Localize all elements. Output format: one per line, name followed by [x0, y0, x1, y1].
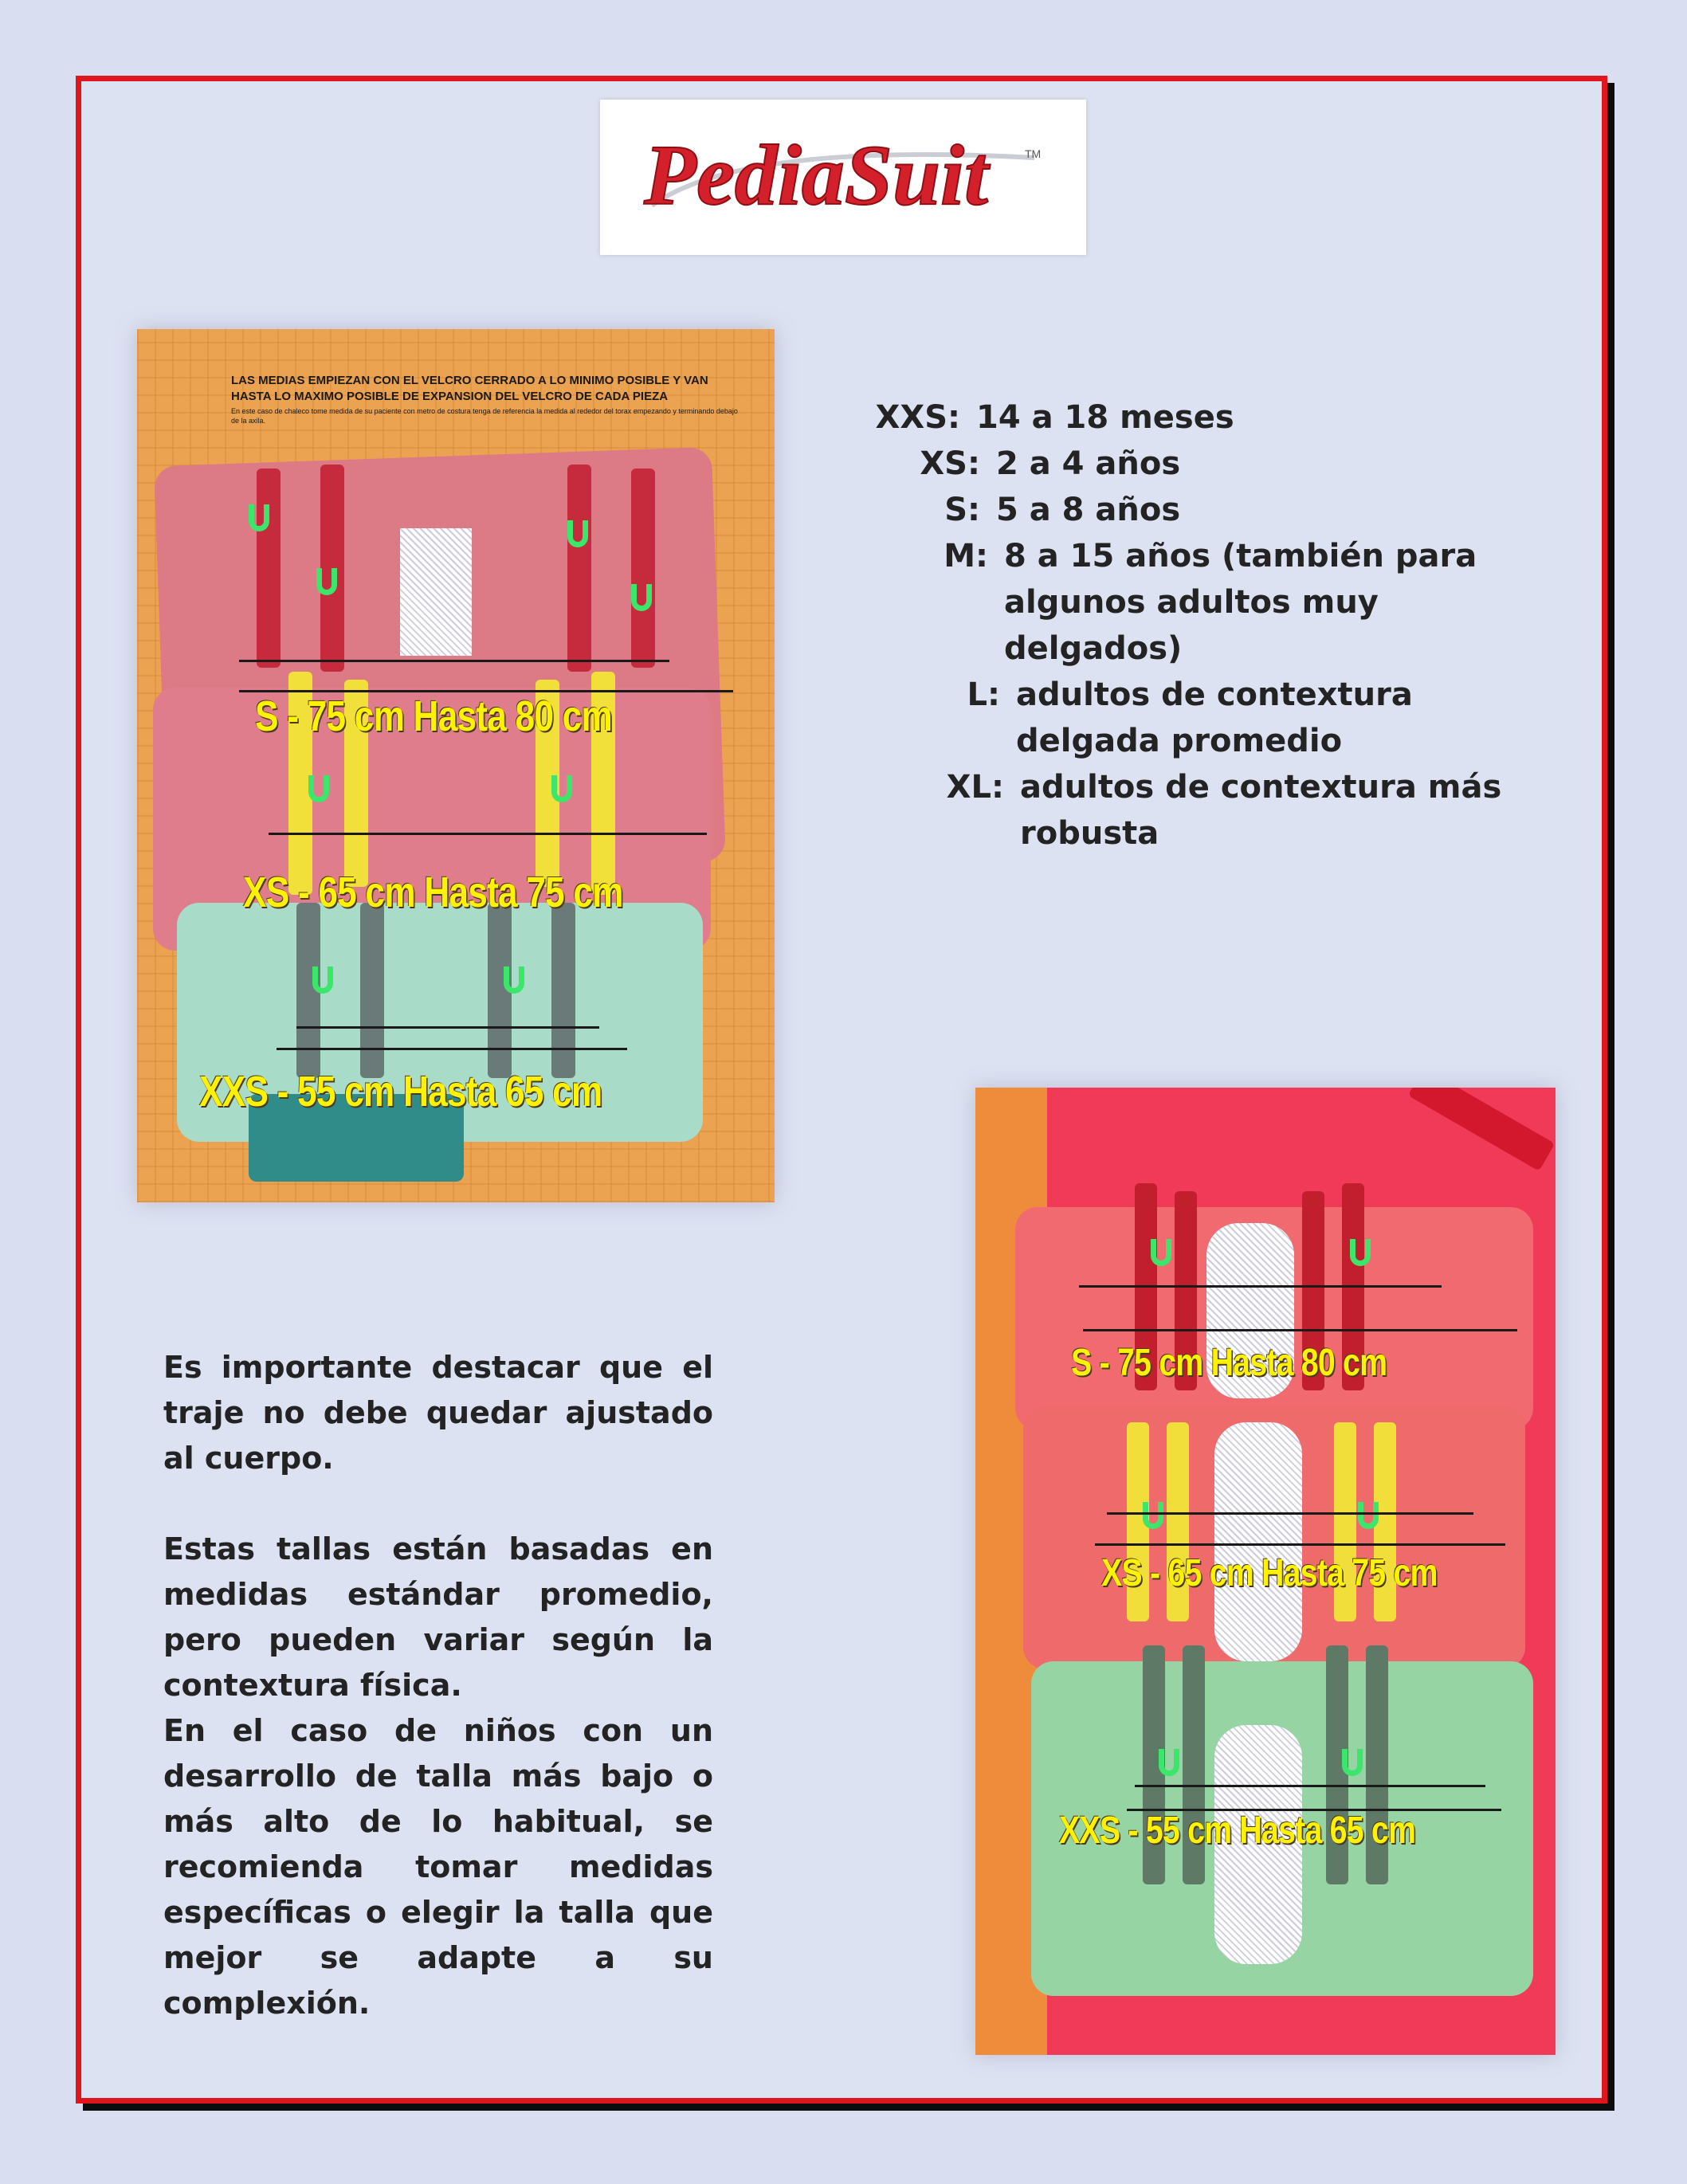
size-code: XXS: [875, 399, 960, 436]
size-row-xxs [865, 394, 1582, 441]
pediasuit-logo [600, 100, 1086, 255]
size-label-xxs: XXS - 55 cm Hasta 65 cm [199, 1068, 602, 1116]
hook [1358, 1502, 1379, 1529]
hook [1143, 1502, 1163, 1529]
hook [551, 775, 572, 802]
instructions-subnote: En este caso de chaleco tome medida de su paciente con metro de costura tenga de referencia la medida al rededor del torax empezando y terminando debajo de la axila. [231, 407, 738, 425]
hook [631, 584, 652, 611]
size-label-xs: XS - 65 cm Hasta 75 cm [243, 869, 623, 916]
size-desc: 8 a 15 años (también para algunos adultos muy delgados) [1004, 538, 1477, 667]
logo-text: PediaSuit [644, 127, 989, 223]
size-desc: 14 a 18 meses [976, 399, 1234, 436]
measure-line [277, 1048, 627, 1050]
strap [1408, 1088, 1556, 1171]
size-desc: 5 a 8 años [996, 492, 1181, 528]
size-desc: adultos de contextura más robusta [1020, 769, 1502, 852]
size-row-xs [865, 441, 1582, 487]
size-label-s: S - 75 cm Hasta 80 cm [1071, 1342, 1387, 1384]
size-code: M: [944, 538, 988, 574]
strap [257, 469, 281, 668]
hook [1151, 1239, 1171, 1266]
size-label-xxs: XXS - 55 cm Hasta 65 cm [1059, 1810, 1416, 1852]
strap [631, 469, 655, 668]
note-paragraph-2: Estas tallas están basadas en medidas estándar promedio, pero pueden variar según la contextura física. [163, 1531, 713, 1703]
measure-line [269, 833, 707, 835]
size-code: XL: [946, 769, 1004, 806]
vest-mesh [400, 528, 472, 656]
size-label-s: S - 75 cm Hasta 80 cm [255, 692, 612, 740]
logo-artwork [620, 110, 1066, 245]
instructions-heading: LAS MEDIAS EMPIEZAN CON EL VELCRO CERRADO A LO MINIMO POSIBLE Y VAN HASTA LO MAXIMO POSIBLE DE EXPANSION DEL VELCRO DE CADA PIEZA [231, 374, 708, 403]
measure-line [296, 1026, 599, 1029]
strap [360, 903, 384, 1078]
size-code: S: [944, 492, 980, 528]
hook [1350, 1239, 1371, 1266]
size-desc: adultos de contextura delgada promedio [1016, 676, 1413, 759]
measure-line [1095, 1543, 1505, 1546]
size-age-list [865, 394, 1582, 857]
hook [316, 568, 337, 595]
hook [567, 520, 588, 547]
size-code: L: [967, 676, 1000, 713]
strap [551, 903, 575, 1078]
vest-mesh [1214, 1422, 1302, 1661]
vest-sizes-photo-2 [975, 1088, 1556, 2055]
size-row-m [865, 533, 1582, 672]
size-desc: 2 a 4 años [996, 445, 1181, 482]
hook [312, 967, 333, 994]
hook [308, 775, 329, 802]
sizing-notes [163, 1345, 713, 2026]
size-row-s [865, 487, 1582, 533]
size-row-xl [865, 764, 1582, 857]
logo-trademark: TM [1025, 147, 1042, 160]
measure-line [239, 660, 669, 662]
size-row-l [865, 672, 1582, 764]
strap [567, 465, 591, 672]
hook [1342, 1749, 1363, 1776]
vest-sizes-photo-1 [137, 329, 775, 1202]
hook [1159, 1749, 1179, 1776]
measure-line [1135, 1785, 1485, 1787]
instructions-text [231, 373, 741, 425]
note-paragraph-3: En el caso de niños con un desarrollo de talla más bajo o más alto de lo habitual, se recomienda tomar medidas específicas o elegir la talla que mejor se adapte a su complexión. [163, 1713, 713, 2021]
note-paragraph-1: Es importante destacar que el traje no debe quedar ajustado al cuerpo. [163, 1350, 713, 1476]
hook [249, 504, 269, 531]
measure-line [1079, 1285, 1442, 1288]
size-label-xs: XS - 65 cm Hasta 75 cm [1101, 1552, 1438, 1594]
size-code: XS: [920, 445, 980, 482]
measure-line [1083, 1329, 1517, 1331]
hook [504, 967, 524, 994]
measure-line [1107, 1512, 1473, 1515]
